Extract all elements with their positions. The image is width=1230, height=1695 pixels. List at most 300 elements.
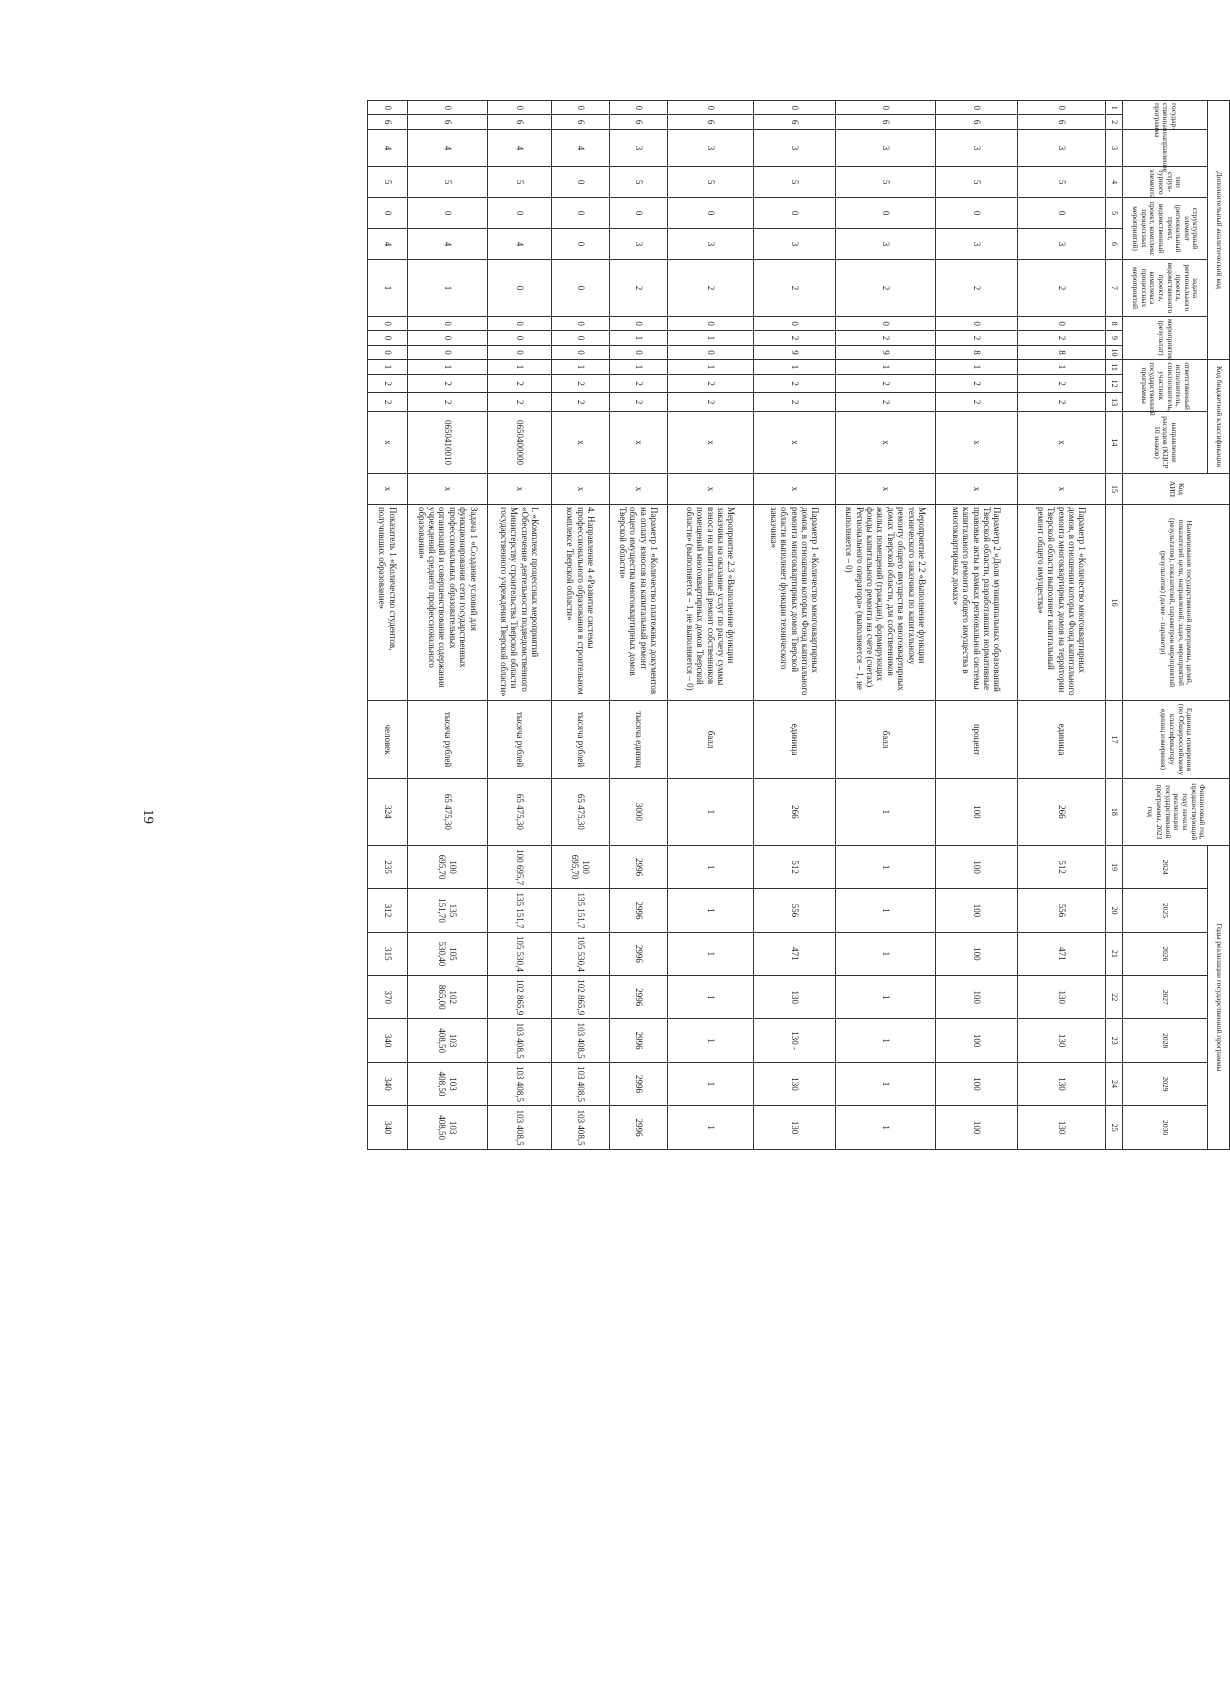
table-cell: 0 [610, 345, 668, 360]
table-cell: 340 [368, 1106, 408, 1150]
table-cell: 2996 [610, 889, 668, 932]
table-cell: 0 [488, 345, 552, 360]
table-cell: 130 [1018, 1062, 1106, 1105]
table-cell: 0 [552, 198, 610, 229]
table-cell: 0 [408, 331, 488, 345]
table-cell: 1 [836, 889, 936, 932]
table-cell: 100 [936, 976, 1018, 1019]
column-number: 16 [1106, 504, 1123, 700]
program-table [367, 100, 1230, 1150]
rotated-page [230, 100, 1230, 1150]
table-cell: 312 [368, 889, 408, 932]
table-row [936, 101, 1018, 1150]
column-number: 22 [1106, 976, 1123, 1019]
table-cell: балл [836, 701, 936, 778]
table-cell: 266 [754, 778, 836, 845]
table-cell: 130 [1018, 1106, 1106, 1150]
table-cell: 0 [552, 260, 610, 317]
table-cell: 0 [668, 101, 754, 115]
table-cell: 2 [936, 393, 1018, 412]
table-cell: Мероприятие 2.3 «Выполнение функции заказчика на оказание услуг по расчету суммы взноса на капитальный ремонт собственников помещений многоквартирных домов Тверской области» (выполняется – 1, не выполняется – 0) [668, 504, 754, 700]
table-cell: 340 [368, 1062, 408, 1105]
column-number: 18 [1106, 778, 1123, 845]
table-cell: 1 [552, 360, 610, 374]
table-cell: 0 [488, 260, 552, 317]
table-cell: 4. Направление 4 «Развитие системы профессионального образования в строительном комплексе Тверской области» [552, 504, 610, 700]
table-cell: Показатель 1 «Количество студентов, получивших образование» [368, 504, 408, 700]
table-cell: 0 [552, 316, 610, 330]
table-cell: x [936, 473, 1018, 504]
table-cell: 1 [1018, 360, 1106, 374]
table-cell: 5 [836, 167, 936, 198]
table-cell: 370 [368, 976, 408, 1019]
table-cell: 2 [1018, 260, 1106, 317]
table-cell: 130 [754, 1062, 836, 1105]
table-cell: 3 [836, 229, 936, 260]
table-cell: 103 408,5 [488, 1019, 552, 1062]
table-cell: 2 [668, 393, 754, 412]
table-cell: 2 [668, 374, 754, 393]
table-cell: 2996 [610, 1062, 668, 1105]
table-cell: 0 [936, 198, 1018, 229]
table-cell: 100 [936, 1062, 1018, 1105]
table-cell: 3 [754, 229, 836, 260]
table-row [610, 101, 668, 1150]
table-cell: 2 [1018, 374, 1106, 393]
table-cell: 3 [668, 129, 754, 166]
table-cell: 1 [836, 976, 936, 1019]
table-cell: 2 [754, 331, 836, 345]
table-cell: 130 - [754, 1019, 836, 1062]
table-cell: 102 865,9 [488, 976, 552, 1019]
table-cell: 6 [754, 115, 836, 129]
program-header: государ-ственная программа [1123, 101, 1208, 130]
table-cell: Параметр 2 «Доля муниципальных образований Тверской области, разработавших нормативные правовые акты в рамках региональной системы капитального ремонта общего имущества в многоквартирных домах» [936, 504, 1018, 700]
table-cell: единица [1018, 701, 1106, 778]
table-cell: 1 [668, 1062, 754, 1105]
table-cell: Параметр 1 «Количество многоквартирных домов, в отношении которых Фонд капитального ремонта многоквартирных домов Тверской области выполняет функции технического заказчика» [754, 504, 836, 700]
column-number: 24 [1106, 1062, 1123, 1105]
table-cell: 3 [668, 229, 754, 260]
table-cell: x [668, 473, 754, 504]
table-row [488, 101, 552, 1150]
direction-header: направление [1123, 129, 1208, 166]
table-cell: 512 [754, 845, 836, 888]
table-cell: 0 [368, 316, 408, 330]
table-row [1018, 101, 1106, 1150]
table-cell: 103 408,5 [552, 1106, 610, 1150]
budget-code-header: Код бюджетной классификации [1208, 360, 1230, 474]
table-cell: x [1018, 473, 1106, 504]
table-cell: 4 [488, 229, 552, 260]
table-cell: 100 [936, 778, 1018, 845]
table-cell: 1 [408, 260, 488, 317]
table-cell: тысяча единиц [610, 701, 668, 778]
table-cell: человек [368, 701, 408, 778]
table-cell: 0 [408, 101, 488, 115]
table-cell: 1 [610, 360, 668, 374]
column-number: 6 [1106, 229, 1123, 260]
page-number: 19 [140, 809, 156, 824]
table-cell: 2 [610, 393, 668, 412]
table-cell: 105 530,4 [488, 932, 552, 975]
task-header: задача регионального проекта, ведомственного проекта, комплекса процессных мероприятий [1123, 260, 1208, 317]
table-cell: 0 [408, 316, 488, 330]
table-cell: 2 [552, 374, 610, 393]
table-cell: 2996 [610, 845, 668, 888]
table-cell: 1 [668, 932, 754, 975]
table-cell: 556 [754, 889, 836, 932]
table-cell: 2 [408, 393, 488, 412]
table-cell: 1 [936, 360, 1018, 374]
table-cell: 2 [836, 393, 936, 412]
table-cell: 6 [610, 115, 668, 129]
table-cell: тысяча рублей [408, 701, 488, 778]
table-cell: 3 [836, 129, 936, 166]
table-cell: 235 [368, 845, 408, 888]
table-cell: 103 408,5 [552, 1019, 610, 1062]
table-cell: x [936, 411, 1018, 473]
table-cell: 6 [1018, 115, 1106, 129]
kcsr-header: направление расходов (КЦСР 10 знаков) [1123, 411, 1208, 473]
column-number: 19 [1106, 845, 1123, 888]
column-number: 9 [1106, 331, 1123, 345]
table-cell: 100 [936, 1019, 1018, 1062]
column-number: 13 [1106, 393, 1123, 412]
table-cell: 2996 [610, 976, 668, 1019]
table-cell: процент [936, 701, 1018, 778]
table-cell: 6 [936, 115, 1018, 129]
table-cell: 0 [552, 331, 610, 345]
table-cell: 512 [1018, 845, 1106, 888]
table-cell: 2 [668, 260, 754, 317]
table-cell: I. «Комплекс процессных мероприятий «Обеспечение деятельности подведомственного Министерству строительства Тверской области государственного учреждения Тверской области» [488, 504, 552, 700]
table-cell: 1 [836, 360, 936, 374]
table-cell: балл [668, 701, 754, 778]
table-cell: 100 [936, 932, 1018, 975]
years-group-header: Годы реализации государственной программы [1208, 845, 1230, 1149]
table-cell: x [610, 473, 668, 504]
executor-header: ответственный исполнитель, соисполнитель, участник государственной программы [1123, 360, 1208, 412]
column-number: 5 [1106, 198, 1123, 229]
table-cell: 5 [488, 167, 552, 198]
table-cell: 0 [1018, 316, 1106, 330]
year-header: 2028 [1123, 1019, 1208, 1062]
table-cell: 100 695,70 [408, 845, 488, 888]
table-cell: 65 475,30 [552, 778, 610, 845]
table-cell: 4 [408, 229, 488, 260]
table-cell: 8 [1018, 345, 1106, 360]
table-cell: 0 [668, 198, 754, 229]
table-cell: тысяча рублей [488, 701, 552, 778]
table-cell: 103 408,50 [408, 1106, 488, 1150]
table-cell: 1 [754, 360, 836, 374]
table-row [668, 101, 754, 1150]
table-cell: 6 [668, 115, 754, 129]
table-cell: 130 [1018, 1019, 1106, 1062]
table-cell: 0 [668, 316, 754, 330]
table-cell: 471 [1018, 932, 1106, 975]
table-cell: 0 [754, 316, 836, 330]
struct-type-header: тип струк-турного элемента [1123, 167, 1208, 198]
table-cell: x [836, 411, 936, 473]
table-cell: 5 [754, 167, 836, 198]
table-cell: 4 [368, 129, 408, 166]
table-row [754, 101, 836, 1150]
table-cell: 3 [936, 229, 1018, 260]
table-cell: 0 [1018, 198, 1106, 229]
table-cell: 2 [754, 260, 836, 317]
table-cell: 315 [368, 932, 408, 975]
table-cell: 266 [1018, 778, 1106, 845]
table-cell: 105 530,4 [552, 932, 610, 975]
year-header: 2026 [1123, 932, 1208, 975]
table-cell: x [552, 411, 610, 473]
table-cell: 2 [368, 374, 408, 393]
table-cell: 0 [488, 101, 552, 115]
table-cell: 1 [836, 1062, 936, 1105]
table-cell: 2996 [610, 1106, 668, 1150]
year-header: 2027 [1123, 976, 1208, 1019]
table-cell: 4 [408, 129, 488, 166]
table-cell: 0 [668, 345, 754, 360]
table-cell: 102 865,00 [408, 976, 488, 1019]
column-number: 25 [1106, 1106, 1123, 1150]
table-cell: x [408, 473, 488, 504]
table-cell: 1 [836, 1106, 936, 1150]
table-cell: 2 [610, 260, 668, 317]
table-cell: 2 [552, 393, 610, 412]
year-header: 2024 [1123, 845, 1208, 888]
table-cell: x [368, 411, 408, 473]
table-cell: x [668, 411, 754, 473]
table-cell: 0 [488, 198, 552, 229]
table-cell: 100 695,70 [552, 845, 610, 888]
table-cell: 2 [936, 260, 1018, 317]
column-number: 7 [1106, 260, 1123, 317]
column-number: 10 [1106, 345, 1123, 360]
table-cell: 0 [610, 198, 668, 229]
table-cell: 6 [368, 115, 408, 129]
table-cell: 0 [610, 101, 668, 115]
table-cell: 1 [668, 889, 754, 932]
table-cell: 1 [668, 1019, 754, 1062]
table-cell: Мероприятие 2.2 «Выполнение функции технического заказчика по капитальному ремонту общего имущества в многоквартирных домах Тверской области, для собственников жилых помещений (граждан), формирующих фонды капитального ремонта на счете (счетах) Регионального оператора» (выполняется – 1, не выполняется – 0) [836, 504, 936, 700]
table-cell: 130 [1018, 976, 1106, 1019]
fin-year-header: Финансовый год, предшествующий году начала реализации государственной программы, 2023 год [1123, 778, 1230, 845]
table-cell: 100 695,7 [488, 845, 552, 888]
table-cell: 4 [368, 229, 408, 260]
column-number: 15 [1106, 473, 1123, 504]
table-cell: 0 [368, 331, 408, 345]
table-cell: 1 [836, 845, 936, 888]
table-cell: 0 [836, 198, 936, 229]
table-cell: 9 [754, 345, 836, 360]
table-cell: 2 [1018, 331, 1106, 345]
table-cell: 5 [1018, 167, 1106, 198]
table-cell: 1 [836, 1019, 936, 1062]
table-cell: 1 [668, 331, 754, 345]
table-cell: 2 [836, 331, 936, 345]
column-number: 1 [1106, 101, 1123, 115]
table-cell: 2 [836, 260, 936, 317]
table-cell: 2996 [610, 932, 668, 975]
aip-code-header: Код АИП [1123, 473, 1230, 504]
table-cell: 0 [368, 198, 408, 229]
table-cell: 3 [610, 229, 668, 260]
table-cell: 0 [1018, 101, 1106, 115]
table-cell: 0 [936, 316, 1018, 330]
table-cell: 0 [552, 167, 610, 198]
table-cell: 130 [754, 1106, 836, 1150]
table-cell: 100 [936, 889, 1018, 932]
table-cell: 1 [368, 360, 408, 374]
table-cell: 1 [668, 976, 754, 1019]
column-number: 8 [1106, 316, 1123, 330]
column-number: 21 [1106, 932, 1123, 975]
analytic-code-header: Дополнительный аналитический код [1208, 101, 1230, 360]
event-header: мероприятие (результат) [1123, 316, 1208, 359]
year-header: 2025 [1123, 889, 1208, 932]
table-cell: 2 [936, 374, 1018, 393]
table-cell: 0 [552, 229, 610, 260]
table-cell: 556 [1018, 889, 1106, 932]
table-cell: 2 [408, 374, 488, 393]
table-cell: 2 [936, 331, 1018, 345]
table-cell: 4 [488, 129, 552, 166]
table-cell: 6 [408, 115, 488, 129]
table-cell: единица [754, 701, 836, 778]
table-cell: 1 [668, 360, 754, 374]
table-cell: 103 408,5 [488, 1062, 552, 1105]
table-cell: 2 [836, 374, 936, 393]
year-header: 2029 [1123, 1062, 1208, 1105]
name-header: Наименование государственной программы, целей, показателей цели, направлений, задач, мероприятий (результатов), показателей, параметров мероприятий (результатов) (далее – параметр) [1123, 504, 1230, 700]
table-cell: 3 [1018, 229, 1106, 260]
table-cell: 5 [368, 167, 408, 198]
column-numbers-row [1106, 101, 1123, 1150]
table-cell: 2 [754, 374, 836, 393]
table-cell: 3 [754, 129, 836, 166]
table-cell: 3 [936, 129, 1018, 166]
table-cell: 2996 [610, 1019, 668, 1062]
table-cell: 0 [610, 316, 668, 330]
column-number: 14 [1106, 411, 1123, 473]
table-cell: 135 151,7 [552, 889, 610, 932]
table-cell: 100 [936, 1106, 1018, 1150]
table-cell: x [754, 411, 836, 473]
table-cell: 1 [610, 331, 668, 345]
table-cell: 5 [610, 167, 668, 198]
table-cell: 5 [408, 167, 488, 198]
table-row [408, 101, 488, 1150]
table-cell: 6 [488, 115, 552, 129]
table-cell: 65 475,30 [408, 778, 488, 845]
table-cell: 130 [754, 976, 836, 1019]
table-row [836, 101, 936, 1150]
year-header: 2030 [1123, 1106, 1208, 1150]
table-cell: 3 [610, 129, 668, 166]
column-number: 20 [1106, 889, 1123, 932]
table-cell: 0 [488, 331, 552, 345]
table-cell: 0 [936, 101, 1018, 115]
table-cell: 0 [754, 198, 836, 229]
table-cell: 0 [552, 101, 610, 115]
table-cell: 1 [488, 360, 552, 374]
table-cell: 103 408,5 [552, 1062, 610, 1105]
table-cell: 0 [408, 345, 488, 360]
table-body [368, 101, 1106, 1150]
table-cell: x [552, 473, 610, 504]
table-cell: 100 [936, 845, 1018, 888]
column-number: 23 [1106, 1019, 1123, 1062]
table-cell: 2 [1018, 393, 1106, 412]
table-cell: 2 [368, 393, 408, 412]
table-cell: 340 [368, 1019, 408, 1062]
table-cell: 3 [1018, 129, 1106, 166]
table-cell: 0 [368, 101, 408, 115]
table-cell: 2 [488, 393, 552, 412]
struct-element-header: структурный элемент (региональный проект, ведомственный проект, комплекс процессных мероприятий) [1123, 198, 1208, 260]
table-cell: Задача 1 «Создание условий для функционирования сети государственных профессиональных образовательных организаций и совершенствование содержания учреждений среднего профессионального образования» [408, 504, 488, 700]
table-cell: 0 [754, 101, 836, 115]
table-cell: Параметр 1 «Количество платежных документов на оплату взносов на капитальный ремонт общего имущества многоквартирных домов Тверской области» [610, 504, 668, 700]
table-cell: 0 [368, 345, 408, 360]
table-cell: x [1018, 411, 1106, 473]
table-cell: 1 [668, 845, 754, 888]
column-number: 2 [1106, 115, 1123, 129]
table-cell: 2 [754, 393, 836, 412]
table-cell: 103 408,5 [488, 1106, 552, 1150]
table-cell: 1 [408, 360, 488, 374]
table-cell: 1 [836, 778, 936, 845]
table-cell: 0 [488, 316, 552, 330]
column-number: 17 [1106, 701, 1123, 778]
table-cell: 135 151,70 [408, 889, 488, 932]
table-row [552, 101, 610, 1150]
table-cell: 0 [836, 316, 936, 330]
table-cell: 1 [668, 1106, 754, 1150]
table-cell: 103 408,50 [408, 1019, 488, 1062]
table-cell: 5 [936, 167, 1018, 198]
column-number: 4 [1106, 167, 1123, 198]
table-cell: 1 [836, 932, 936, 975]
table-cell: тысяча рублей [552, 701, 610, 778]
column-number: 11 [1106, 360, 1123, 374]
table-cell: 2 [488, 374, 552, 393]
table-cell: 1 [368, 260, 408, 317]
table-row [368, 101, 408, 1150]
table-cell: 103 408,50 [408, 1062, 488, 1105]
table-cell: x [610, 411, 668, 473]
table-cell: 6 [552, 115, 610, 129]
table-cell: 8 [936, 345, 1018, 360]
table-cell: 135 151,7 [488, 889, 552, 932]
table-cell: 471 [754, 932, 836, 975]
table-cell: 4 [552, 129, 610, 166]
table-cell: x [368, 473, 408, 504]
table-cell: 65 475,30 [488, 778, 552, 845]
table-cell: 102 865,9 [552, 976, 610, 1019]
column-number: 12 [1106, 374, 1123, 393]
table-cell: x [836, 473, 936, 504]
table-cell: 9 [836, 345, 936, 360]
column-number: 3 [1106, 129, 1123, 166]
table-cell: x [754, 473, 836, 504]
table-cell: 5 [668, 167, 754, 198]
table-cell: x [488, 473, 552, 504]
table-cell: 0650410010 [408, 411, 488, 473]
